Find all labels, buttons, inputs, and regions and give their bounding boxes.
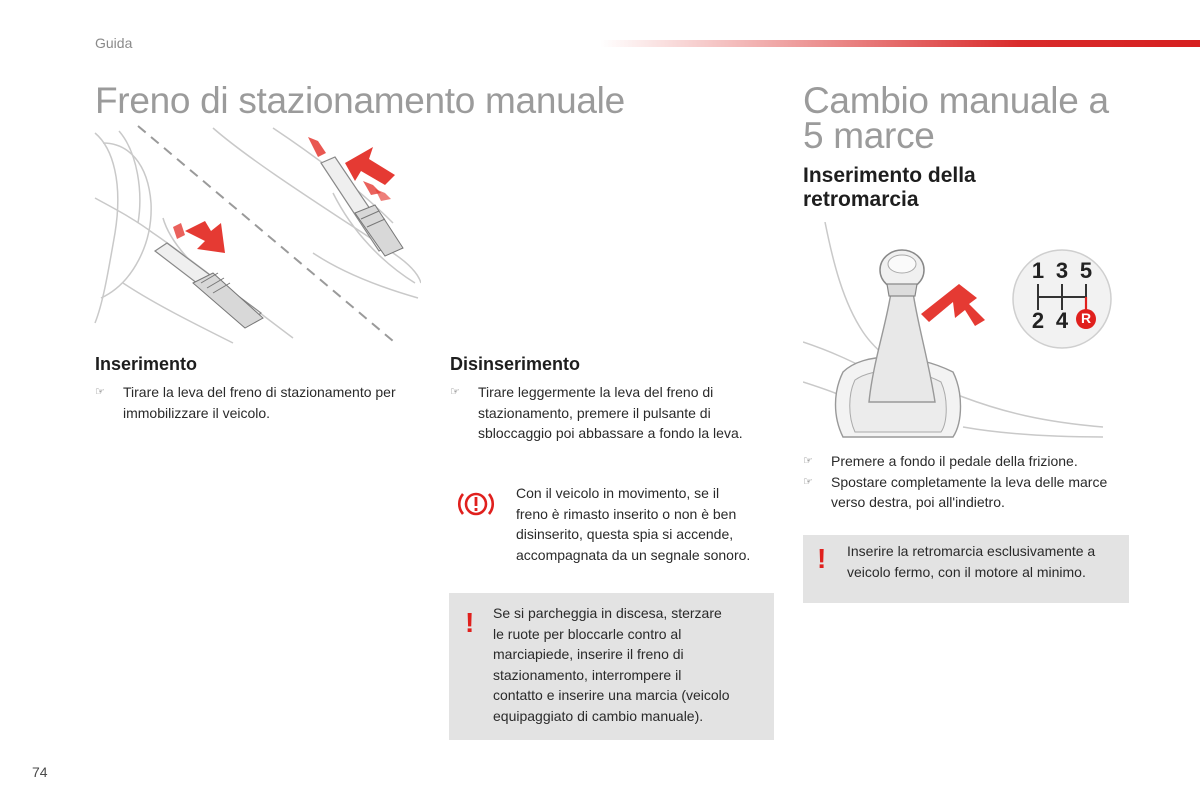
exclamation-icon: ! (465, 607, 475, 638)
engage-list (95, 382, 415, 423)
brake-alert-text: Con il veicolo in movimento, se il freno è rimasto inserito o non è ben disinserito, questa spia si accende, accompagnata da un segnale sonoro. (516, 485, 751, 563)
pointing-hand-icon: ☞ (803, 475, 813, 488)
pointing-hand-icon: ☞ (803, 455, 813, 467)
reverse-warning-text: Inserire la retromarcia esclusivamente a veicolo fermo, con il motore al minimo. (847, 543, 1096, 580)
brake-warning-icon (456, 488, 496, 520)
gear-label-1: 1 (1031, 258, 1045, 283)
gear-label-3: 3 (1055, 258, 1069, 283)
gear-label-2: 2 (1031, 308, 1045, 333)
release-heading: Disinserimento (450, 354, 581, 374)
gear-shift-pattern-diagram (1008, 248, 1116, 350)
reverse-warning-box (803, 535, 1129, 603)
gear-label-4: 4 (1055, 308, 1069, 333)
slope-warning-text: Se si parcheggia in discesa, sterzare le ruote per bloccarle contro al marciapiede, inserire il freno di stazionamento, interrompere il contatto e inserire una marcia (veicolo equipaggiato di cambio manuale). (493, 605, 730, 724)
list-item: ☞ Tirare leggermente la leva del freno di stazionamento, premere il pulsante di sbloccaggio poi abbassare a fondo la leva. (450, 384, 743, 441)
page-title: Freno di stazionamento manuale (95, 80, 625, 121)
handbrake-illustration (93, 123, 421, 345)
gearbox-title: Cambio manuale a 5 marce (803, 80, 1109, 156)
reverse-steps-list (803, 451, 1133, 513)
gear-label-5: 5 (1079, 258, 1093, 283)
list-item: ☞ Spostare completamente la leva delle marce verso destra, poi all'indietro. (803, 473, 1108, 510)
engage-heading: Inserimento (95, 354, 198, 374)
release-list (450, 382, 760, 444)
pointing-hand-icon: ☞ (95, 386, 105, 398)
page-number: 74 (32, 764, 48, 780)
pointing-hand-icon: ☞ (450, 386, 460, 398)
header-accent-bar (600, 40, 1200, 47)
gear-label-reverse: R (1080, 310, 1092, 326)
exclamation-icon: ! (817, 543, 827, 574)
slope-warning-box (449, 593, 774, 740)
section-label: Guida (95, 35, 133, 51)
reverse-gear-heading: Inserimento della retromarcia (803, 164, 976, 211)
list-item: ☞ Tirare la leva del freno di stazionamento per immobilizzare il veicolo. (95, 384, 396, 421)
list-item: ☞ Premere a fondo il pedale della frizione. (803, 451, 1133, 472)
